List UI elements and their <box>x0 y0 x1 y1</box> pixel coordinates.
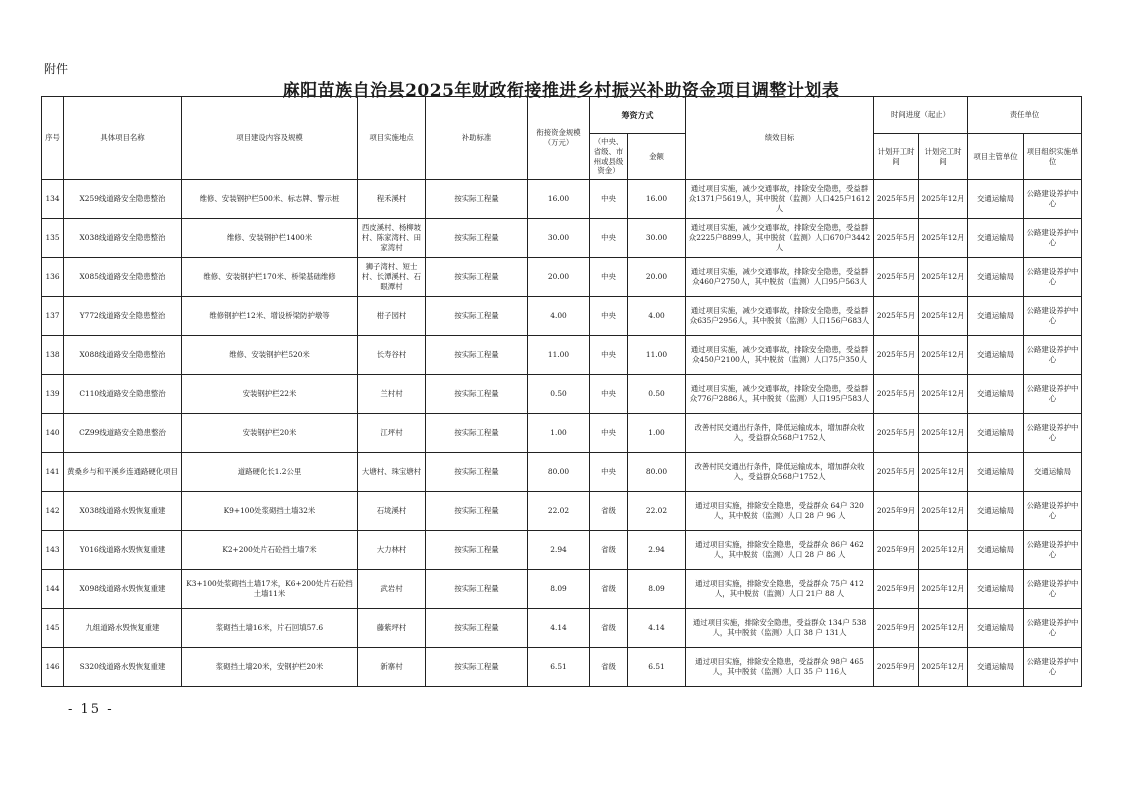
header-funding-amount: 金额 <box>628 134 686 180</box>
cell-no: 144 <box>42 570 64 609</box>
cell-scale: 2.94 <box>528 531 590 570</box>
header-end: 计划完工时间 <box>919 134 968 180</box>
cell-no: 141 <box>42 453 64 492</box>
cell-amount: 2.94 <box>628 531 686 570</box>
cell-dept: 交通运输局 <box>968 336 1024 375</box>
table-row <box>42 414 1082 453</box>
cell-source: 中央 <box>590 258 628 297</box>
cell-location: 石垅溪村 <box>358 492 426 531</box>
table-row <box>42 258 1082 297</box>
cell-amount: 11.00 <box>628 336 686 375</box>
cell-name: X085线道路安全隐患整治 <box>64 258 182 297</box>
cell-start: 2025年9月 <box>874 531 919 570</box>
cell-standard: 按实际工程量 <box>426 414 528 453</box>
cell-scale: 22.02 <box>528 492 590 531</box>
cell-performance: 改善村民交通出行条件，降低运输成本，增加群众收入，受益群众568户1752人 <box>686 453 874 492</box>
cell-end: 2025年12月 <box>919 258 968 297</box>
cell-standard: 按实际工程量 <box>426 570 528 609</box>
cell-name: S320线道路水毁恢复重建 <box>64 648 182 687</box>
cell-impl: 公路建设养护中心 <box>1024 297 1082 336</box>
table-row <box>42 609 1082 648</box>
cell-location: 武岩村 <box>358 570 426 609</box>
cell-location: 西皮溪村、杨柳坡村、陈家湾村、田家湾村 <box>358 219 426 258</box>
header-start: 计划开工时间 <box>874 134 919 180</box>
cell-impl: 公路建设养护中心 <box>1024 180 1082 219</box>
cell-end: 2025年12月 <box>919 297 968 336</box>
cell-end: 2025年12月 <box>919 180 968 219</box>
cell-end: 2025年12月 <box>919 453 968 492</box>
cell-name: CZ99线道路安全隐患整治 <box>64 414 182 453</box>
cell-no: 146 <box>42 648 64 687</box>
cell-content: K2+200处片石砼挡土墙7米 <box>182 531 358 570</box>
table-row <box>42 336 1082 375</box>
cell-dept: 交通运输局 <box>968 258 1024 297</box>
cell-dept: 交通运输局 <box>968 297 1024 336</box>
header-no: 序号 <box>42 97 64 180</box>
cell-content: 维修、安装钢护栏500米、标志牌、警示桩 <box>182 180 358 219</box>
cell-performance: 改善村民交通出行条件，降低运输成本，增加群众收入，受益群众568户1752人 <box>686 414 874 453</box>
cell-performance: 通过项目实施，排除安全隐患，受益群众 98户 465人，其中脱贫（监测）人口 35 户 116人 <box>686 648 874 687</box>
cell-amount: 4.14 <box>628 609 686 648</box>
cell-location: 江坪村 <box>358 414 426 453</box>
cell-name: X038线道路安全隐患整治 <box>64 219 182 258</box>
cell-scale: 11.00 <box>528 336 590 375</box>
cell-content: 安装钢护栏20米 <box>182 414 358 453</box>
cell-amount: 8.09 <box>628 570 686 609</box>
cell-source: 中央 <box>590 219 628 258</box>
cell-impl: 公路建设养护中心 <box>1024 648 1082 687</box>
cell-standard: 按实际工程量 <box>426 258 528 297</box>
cell-scale: 20.00 <box>528 258 590 297</box>
cell-source: 省级 <box>590 609 628 648</box>
cell-no: 139 <box>42 375 64 414</box>
cell-scale: 16.00 <box>528 180 590 219</box>
cell-source: 省级 <box>590 531 628 570</box>
cell-end: 2025年12月 <box>919 336 968 375</box>
cell-dept: 交通运输局 <box>968 648 1024 687</box>
cell-scale: 4.14 <box>528 609 590 648</box>
cell-dept: 交通运输局 <box>968 375 1024 414</box>
cell-start: 2025年5月 <box>874 180 919 219</box>
cell-name: 九组道路水毁恢复重建 <box>64 609 182 648</box>
cell-start: 2025年5月 <box>874 258 919 297</box>
cell-dept: 交通运输局 <box>968 453 1024 492</box>
cell-end: 2025年12月 <box>919 492 968 531</box>
cell-end: 2025年12月 <box>919 219 968 258</box>
table-row <box>42 570 1082 609</box>
cell-source: 省级 <box>590 648 628 687</box>
cell-start: 2025年5月 <box>874 414 919 453</box>
table-body <box>42 180 1082 687</box>
header-responsible: 责任单位 <box>968 97 1082 134</box>
cell-amount: 1.00 <box>628 414 686 453</box>
cell-name: X098线道路水毁恢复重建 <box>64 570 182 609</box>
cell-source: 省级 <box>590 570 628 609</box>
cell-scale: 1.00 <box>528 414 590 453</box>
table-row <box>42 180 1082 219</box>
cell-end: 2025年12月 <box>919 648 968 687</box>
cell-start: 2025年5月 <box>874 453 919 492</box>
cell-standard: 按实际工程量 <box>426 492 528 531</box>
cell-content: 浆砌挡土墙16米，片石回填57.6 <box>182 609 358 648</box>
cell-amount: 20.00 <box>628 258 686 297</box>
cell-scale: 6.51 <box>528 648 590 687</box>
cell-standard: 按实际工程量 <box>426 219 528 258</box>
cell-source: 中央 <box>590 453 628 492</box>
cell-start: 2025年9月 <box>874 609 919 648</box>
table-row <box>42 453 1082 492</box>
cell-source: 中央 <box>590 375 628 414</box>
cell-impl: 交通运输局 <box>1024 453 1082 492</box>
annex-label: 附件 <box>44 62 69 76</box>
cell-location: 狮子湾村、短士村、长潭溪村、石眼潭村 <box>358 258 426 297</box>
cell-no: 136 <box>42 258 64 297</box>
cell-no: 140 <box>42 414 64 453</box>
cell-no: 145 <box>42 609 64 648</box>
cell-performance: 通过项目实施，减少交通事故，排除安全隐患，受益群众776户2886人，其中脱贫（监测）人口195户583人 <box>686 375 874 414</box>
page-number: - 15 - <box>68 702 114 717</box>
document-title: 麻阳苗族自治县2025年财政衔接推进乡村振兴补助资金项目调整计划表 <box>282 81 840 101</box>
cell-impl: 公路建设养护中心 <box>1024 219 1082 258</box>
table-row <box>42 492 1082 531</box>
cell-source: 省级 <box>590 492 628 531</box>
cell-amount: 30.00 <box>628 219 686 258</box>
cell-end: 2025年12月 <box>919 609 968 648</box>
cell-dept: 交通运输局 <box>968 609 1024 648</box>
cell-standard: 按实际工程量 <box>426 375 528 414</box>
cell-location: 柑子园村 <box>358 297 426 336</box>
cell-location: 兰村村 <box>358 375 426 414</box>
cell-standard: 按实际工程量 <box>426 648 528 687</box>
table-row <box>42 531 1082 570</box>
header-schedule: 时间进度（起止） <box>874 97 968 134</box>
cell-name: Y016线道路水毁恢复重建 <box>64 531 182 570</box>
cell-name: X259线道路安全隐患整治 <box>64 180 182 219</box>
cell-performance: 通过项目实施，减少交通事故，排除安全隐患，受益群众2225户8899人，其中脱贫（监测）人口670户3442人 <box>686 219 874 258</box>
cell-performance: 通过项目实施，减少交通事故，排除安全隐患，受益群众450户2100人，其中脱贫（监测）人口75户350人 <box>686 336 874 375</box>
cell-standard: 按实际工程量 <box>426 297 528 336</box>
cell-performance: 通过项目实施，减少交通事故，排除安全隐患，受益群众1371户5619人，其中脱贫（监测）人口425户1612人 <box>686 180 874 219</box>
cell-start: 2025年5月 <box>874 297 919 336</box>
cell-scale: 30.00 <box>528 219 590 258</box>
table-row <box>42 297 1082 336</box>
cell-dept: 交通运输局 <box>968 180 1024 219</box>
cell-content: 安装钢护栏22米 <box>182 375 358 414</box>
cell-standard: 按实际工程量 <box>426 336 528 375</box>
header-funding: 筹资方式 <box>590 97 686 134</box>
cell-amount: 22.02 <box>628 492 686 531</box>
cell-no: 135 <box>42 219 64 258</box>
cell-standard: 按实际工程量 <box>426 609 528 648</box>
cell-amount: 0.50 <box>628 375 686 414</box>
cell-end: 2025年12月 <box>919 375 968 414</box>
cell-amount: 80.00 <box>628 453 686 492</box>
cell-impl: 公路建设养护中心 <box>1024 414 1082 453</box>
cell-end: 2025年12月 <box>919 414 968 453</box>
cell-source: 中央 <box>590 336 628 375</box>
cell-no: 143 <box>42 531 64 570</box>
cell-dept: 交通运输局 <box>968 531 1024 570</box>
cell-impl: 公路建设养护中心 <box>1024 492 1082 531</box>
cell-content: 浆砌挡土墙20米，安钢护栏20米 <box>182 648 358 687</box>
cell-start: 2025年5月 <box>874 336 919 375</box>
cell-impl: 公路建设养护中心 <box>1024 609 1082 648</box>
header-dept: 项目主管单位 <box>968 134 1024 180</box>
cell-content: 维修、安装钢护栏170米、桥梁基础维修 <box>182 258 358 297</box>
cell-dept: 交通运输局 <box>968 219 1024 258</box>
cell-scale: 8.09 <box>528 570 590 609</box>
project-plan-table <box>41 96 1082 687</box>
cell-content: 维修、安装钢护栏520米 <box>182 336 358 375</box>
cell-scale: 0.50 <box>528 375 590 414</box>
cell-location: 新寨村 <box>358 648 426 687</box>
cell-content: 道路硬化长1.2公里 <box>182 453 358 492</box>
cell-location: 长寿谷村 <box>358 336 426 375</box>
cell-content: 维修、安装钢护栏1400米 <box>182 219 358 258</box>
cell-no: 142 <box>42 492 64 531</box>
cell-dept: 交通运输局 <box>968 570 1024 609</box>
cell-amount: 16.00 <box>628 180 686 219</box>
cell-performance: 通过项目实施，排除安全隐患，受益群众 75户 412人，其中脱贫（监测）人口 21户 88 人 <box>686 570 874 609</box>
cell-content: K9+100处浆砌挡土墙32米 <box>182 492 358 531</box>
cell-impl: 公路建设养护中心 <box>1024 570 1082 609</box>
header-location: 项目实施地点 <box>358 97 426 180</box>
cell-start: 2025年9月 <box>874 492 919 531</box>
cell-performance: 通过项目实施，排除安全隐患，受益群众 86户 462人，其中脱贫（监测）人口 28 户 86 人 <box>686 531 874 570</box>
header-name: 具体项目名称 <box>64 97 182 180</box>
cell-name: X038线道路水毁恢复重建 <box>64 492 182 531</box>
cell-standard: 按实际工程量 <box>426 453 528 492</box>
cell-impl: 公路建设养护中心 <box>1024 258 1082 297</box>
cell-performance: 通过项目实施，减少交通事故，排除安全隐患，受益群众635户2956人，其中脱贫（监测）人口156户683人 <box>686 297 874 336</box>
cell-start: 2025年9月 <box>874 570 919 609</box>
cell-impl: 公路建设养护中心 <box>1024 336 1082 375</box>
table-row <box>42 375 1082 414</box>
cell-scale: 80.00 <box>528 453 590 492</box>
cell-standard: 按实际工程量 <box>426 531 528 570</box>
header-scale: 衔接资金规模（万元） <box>528 97 590 180</box>
cell-standard: 按实际工程量 <box>426 180 528 219</box>
cell-impl: 公路建设养护中心 <box>1024 531 1082 570</box>
cell-dept: 交通运输局 <box>968 414 1024 453</box>
table-row <box>42 219 1082 258</box>
cell-name: 黄桑乡与和平溪乡连通路硬化项目 <box>64 453 182 492</box>
cell-amount: 6.51 <box>628 648 686 687</box>
cell-name: X088线道路安全隐患整治 <box>64 336 182 375</box>
cell-start: 2025年9月 <box>874 648 919 687</box>
cell-start: 2025年5月 <box>874 375 919 414</box>
cell-location: 大塘村、珠宝塘村 <box>358 453 426 492</box>
cell-source: 中央 <box>590 180 628 219</box>
cell-no: 137 <box>42 297 64 336</box>
cell-name: C110线道路安全隐患整治 <box>64 375 182 414</box>
cell-end: 2025年12月 <box>919 570 968 609</box>
header-performance: 绩效目标 <box>686 97 874 180</box>
cell-impl: 公路建设养护中心 <box>1024 375 1082 414</box>
header-funding-source: （中央、省级、市州或县级资金） <box>590 134 628 180</box>
cell-scale: 4.00 <box>528 297 590 336</box>
table-row <box>42 648 1082 687</box>
cell-performance: 通过项目实施，排除安全隐患，受益群众 134户 538人，其中脱贫（监测）人口 38 户 131人 <box>686 609 874 648</box>
cell-location: 程禾溪村 <box>358 180 426 219</box>
cell-location: 藤紫坪村 <box>358 609 426 648</box>
header-content: 项目建设内容及规模 <box>182 97 358 180</box>
header-impl: 项目组织实施单位 <box>1024 134 1082 180</box>
cell-content: 维修钢护栏12米、增设桥梁防护墩等 <box>182 297 358 336</box>
cell-performance: 通过项目实施，减少交通事故，排除安全隐患，受益群众460户2750人，其中脱贫（监测）人口95户563人 <box>686 258 874 297</box>
cell-start: 2025年5月 <box>874 219 919 258</box>
cell-performance: 通过项目实施，排除安全隐患，受益群众 64户 320人，其中脱贫（监测）人口 28 户 96 人 <box>686 492 874 531</box>
cell-no: 138 <box>42 336 64 375</box>
cell-end: 2025年12月 <box>919 531 968 570</box>
cell-name: Y772线道路安全隐患整治 <box>64 297 182 336</box>
cell-amount: 4.00 <box>628 297 686 336</box>
header-standard: 补助标准 <box>426 97 528 180</box>
cell-dept: 交通运输局 <box>968 492 1024 531</box>
cell-location: 大力林村 <box>358 531 426 570</box>
cell-content: K3+100处浆砌挡土墙17米，K6+200处片石砼挡土墙11米 <box>182 570 358 609</box>
cell-source: 中央 <box>590 414 628 453</box>
cell-no: 134 <box>42 180 64 219</box>
cell-source: 中央 <box>590 297 628 336</box>
